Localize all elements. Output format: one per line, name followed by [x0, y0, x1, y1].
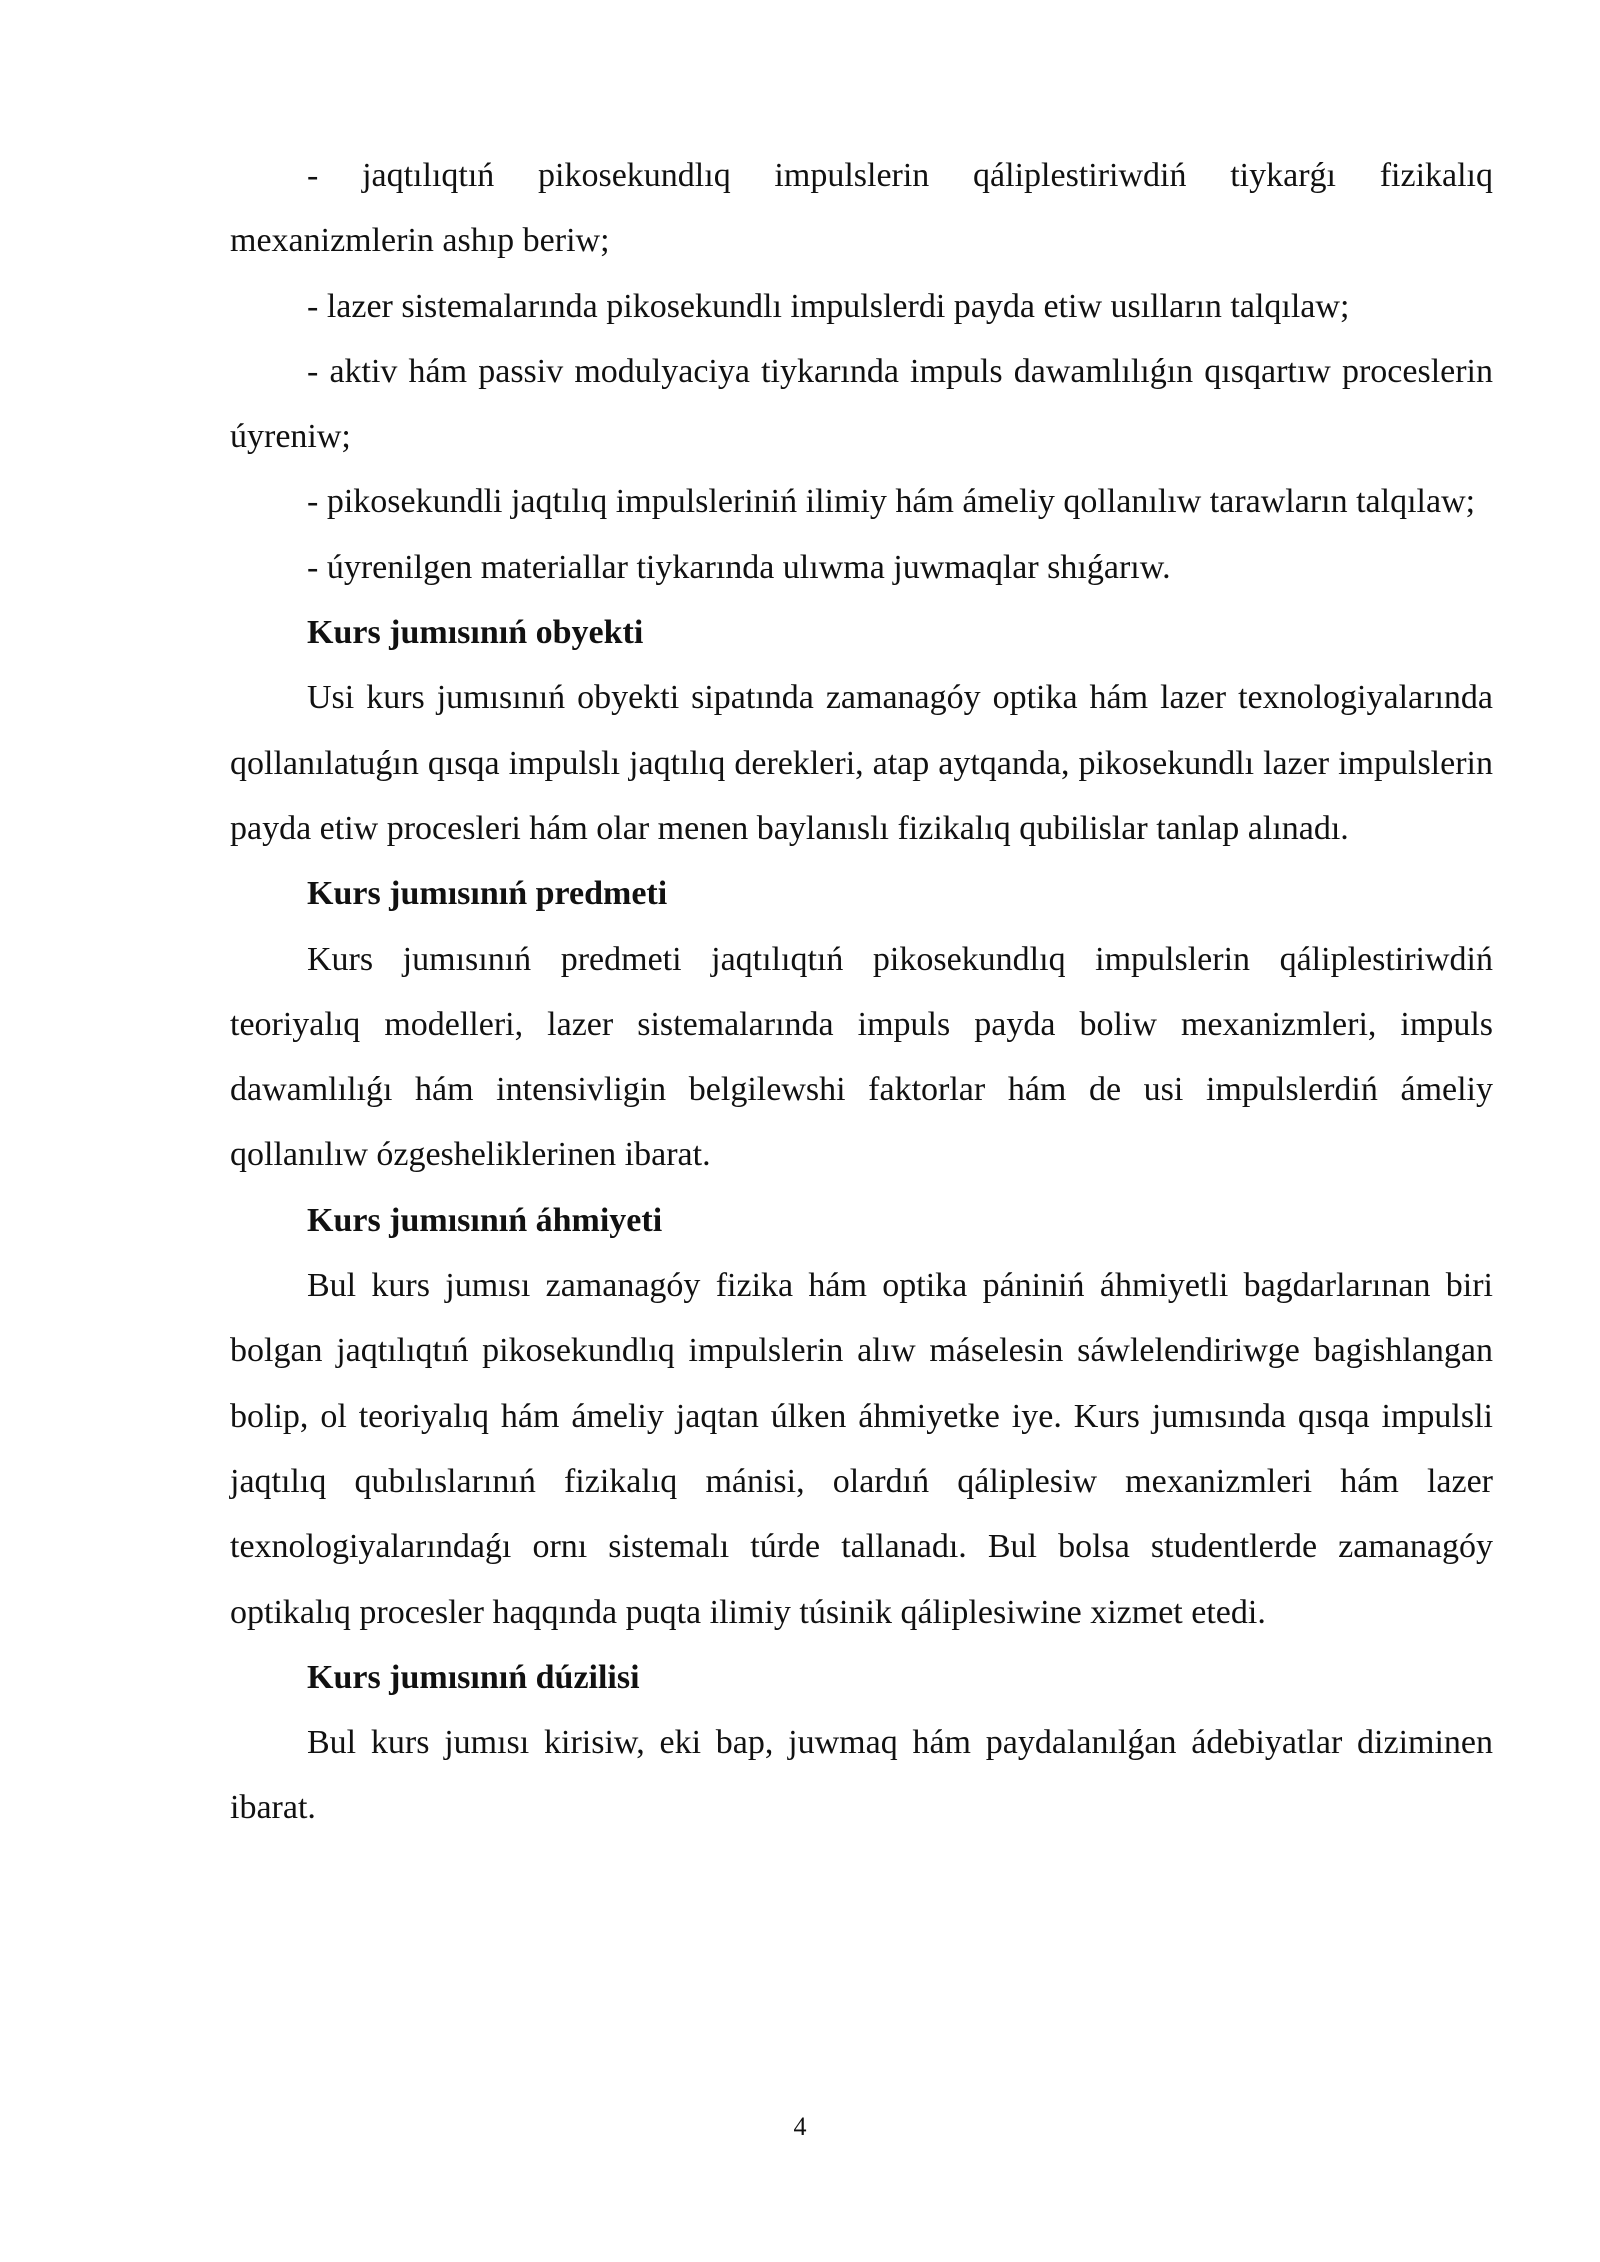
heading-significance: Kurs jumısınıń áhmiyeti [307, 1201, 663, 1239]
task-item-3: - aktiv hám passiv modulyaciya tiykarında impuls dawamlılıǵın qısqartıw proceslerin úyreniw; [230, 352, 1493, 456]
paragraph-significance: Bul kurs jumısı zamanagóy fizika hám optika pániniń áhmiyetli bagdarlarınan biri bolgan jaqtılıqtıń pikosekundlıq impulslerin alıw máselesin sáwlelendiriwge bagishlangan bolip, ol teoriyalıq hám ámeliy jaqtan úlken áhmiyetke iye. Kurs jumısında qısqa impulsli jaqtılıq qubılıslarınıń fizikalıq mánisi, olardıń qáliplesiw mexanizmleri hám lazer texnologiyalarındaǵı ornı sistemalı túrde tallanadı. Bul bolsa studentlerde zamanagóy optikalıq procesler haqqında puqta ilimiy túsinik qáliplesiwine xizmet etedi. [230, 1267, 1493, 1631]
page-number: 4 [793, 2112, 807, 2141]
task-item-5: - úyrenilgen materiallar tiykarında ulıwma juwmaqlar shıǵarıw. [307, 548, 1171, 586]
task-item-1: - jaqtılıqtıń pikosekundlıq impulslerin qáliplestiriwdiń tiykarǵı fizikalıq mexanizmlerin ashıp beriw; [230, 157, 1493, 260]
paragraph-object: Usi kurs jumısınıń obyekti sipatında zamanagóy optika hám lazer texnologiyalarında qollanılatuǵın qısqa impulslı jaqtılıq derekleri, atap aytqanda, pikosekundlı lazer impulslerin payda etiw procesleri hám olar menen baylanıslı fizikalıq qubilislar tanlap alınadı. [230, 679, 1493, 847]
heading-object: Kurs jumısınıń obyekti [307, 614, 644, 652]
paragraph-subject: Kurs jumısınıń predmeti jaqtılıqtıń pikosekundlıq impulslerin qáliplestiriwdiń teoriyalıq modelleri, lazer sistemalarında impuls payda boliw mexanizmleri, impuls dawamlılıǵı hám intensivligin belgilewshi faktorlar hám de usi impulslerdiń ámeliy qollanılıw ózgesheliklerinen ibarat. [230, 940, 1493, 1174]
task-item-2: - lazer sistemalarında pikosekundlı impulslerdi payda etiw usılların talqılaw; [307, 287, 1350, 325]
heading-subject: Kurs jumısınıń predmeti [307, 875, 668, 913]
heading-structure: Kurs jumısınıń dúzilisi [307, 1658, 640, 1696]
page-content [230, 143, 1493, 1841]
task-item-4: - pikosekundli jaqtılıq impulsleriniń ilimiy hám ámeliy qollanılıw tarawların talqılaw; [307, 483, 1476, 521]
paragraph-structure: Bul kurs jumısı kirisiw, eki bap, juwmaq hám paydalanılǵan ádebiyatlar diziminen ibarat. [230, 1724, 1493, 1827]
